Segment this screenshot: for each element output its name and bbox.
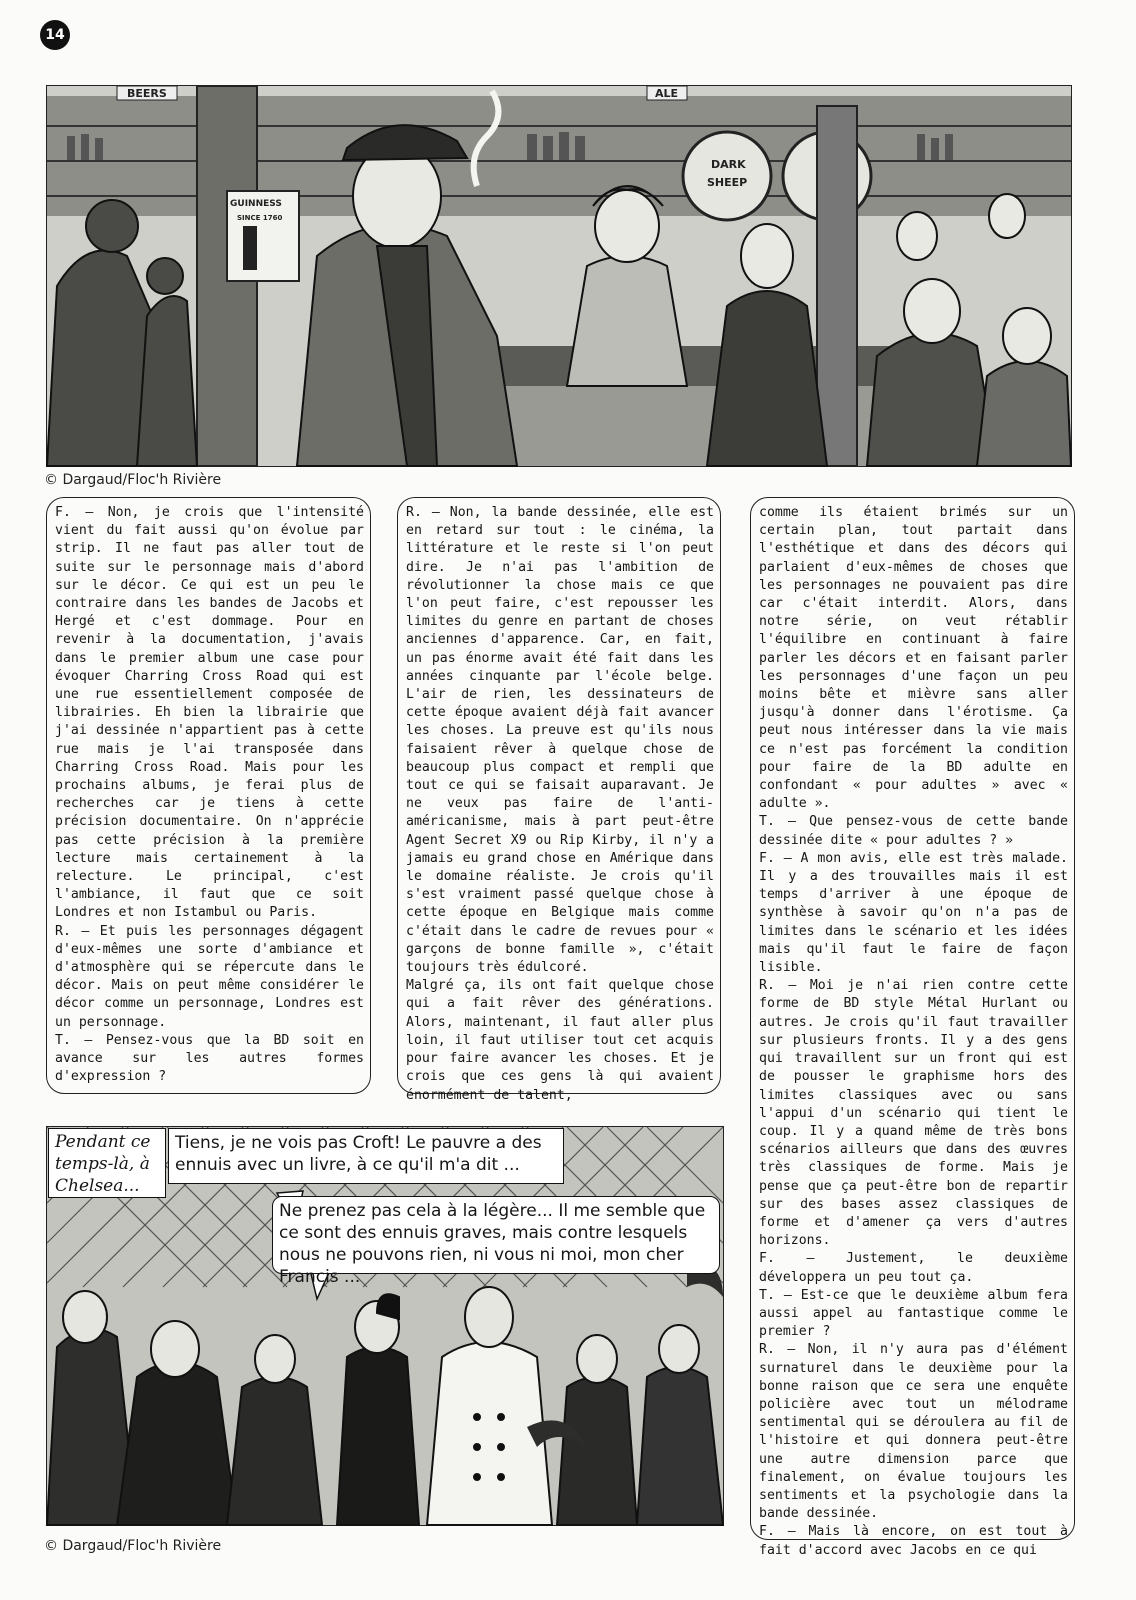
paragraph: F. — Mais là encore, on est tout à fait d'accord avec Jacobs en ce qui (759, 1524, 1068, 1558)
guinness-poster: GUINNESS (230, 199, 282, 209)
beers-sign: BEERS (127, 87, 167, 100)
pub-illustration (46, 85, 1072, 467)
image-credit-bottom: © Dargaud/Floc'h Rivière (44, 1538, 222, 1554)
paragraph: T. — Est-ce que le deuxième album fera aussi appel au fantastique comme le premier ? (759, 1287, 1068, 1340)
paragraph: R. — Et puis les personnages dégagent d'eux-mêmes une sorte d'ambiance et d'atmosphère qui se répercute dans le décor. Mais on peut même considérer le décor comme un personnage, Londres est un personnage. (55, 923, 364, 1030)
speech-bubble-1: Tiens, je ne vois pas Croft! Le pauvre a des ennuis avec un livre, à ce qu'il m'a dit ... (168, 1128, 564, 1184)
paragraph: F. — Non, je crois que l'intensité vient du fait aussi qu'on évolue par strip. Il ne faut pas aller tout de suite sur le personnage mais d'abord sur le décor. Ce qui est un peu le contraire dans les bandes de Jacobs et Hergé et c'est dommage. Pour en revenir à la documentation, j'avais dans le premier album une case pour évoquer Charring Cross Road qui est une rue essentiellement composée de librairies. Eh bien la librairie que j'ai dessinée n'appartient pas à cette rue mais je l'ai transposée dans Charring Cross Road. Mais pour les prochains albums, je ferai plus de recherches car je tiens à cette précision documentaire. On n'apprécie pas cette précision à la première lecture mais certainement à la relecture. Le principal, c'est l'ambiance, il faut que ce soit Londres et non Istambul ou Paris. (55, 505, 364, 921)
page-number: 14 (40, 20, 70, 50)
paragraph: R. — Moi je n'ai rien contre cette forme de BD style Métal Hurlant ou autres. Je crois qu'il faut travailler sur plusieurs fronts. Il y a des gens qui travaillent sur un front qui est de pousser le graphisme hors des limites classiques avec ou sans l'appui d'un scénario qui tient le coup. Il y a quand même de très bons scénarios ailleurs que dans des œuvres très classiques de forme. Mais je pense que ça peut-être bon de repartir sur des bases assez classiques de forme et d'amener ça vers d'autres horizons. (759, 978, 1068, 1249)
barrel-sign-dark: DARK (711, 158, 746, 171)
paragraph: Malgré ça, ils ont fait quelque chose qui a fait rêver des générations. Alors, maintenant, il faut aller plus loin, il faut utiliser tout cet acquis pour faire avancer les choses. Et je crois que ces gens là qui avaient énormément de talent, (406, 978, 714, 1103)
ale-sign: ALE (655, 87, 679, 100)
image-credit-top: © Dargaud/Floc'h Rivière (44, 472, 222, 488)
text-column-2 (397, 497, 721, 1103)
paragraph: F. — Justement, le deuxième développera un peu tout ça. (759, 1251, 1068, 1285)
paragraph: comme ils étaient brimés sur un certain plan, tout partait dans l'esthétique et dans des décors qui parlaient d'eux-mêmes de choses que les personnages ne pouvaient pas dire car c'était interdit. Alors, dans notre série, on veut rétablir l'équilibre en continuant à faire parler les décors et en faisant parler les personnages d'une façon un peu moins bête et mièvre sans aller jusqu'à donner dans l'érotisme. Ça peut nous intéresser dans la vie mais ce n'est pas forcément la condition pour faire de la BD adulte en confondant « pour adultes » avec « adulte ». (759, 505, 1068, 812)
speech-bubble-2: Ne prenez pas cela à la légère... Il me semble que ce sont des ennuis graves, mais contre lesquels nous ne pouvons rien, ni vous ni moi, mon cher Francis ... (272, 1196, 720, 1274)
paragraph: T. — Que pensez-vous de cette bande dessinée dite « pour adultes ? » (759, 814, 1068, 848)
text-column-3 (750, 497, 1075, 1558)
barrel-sign-sheep: SHEEP (707, 176, 748, 189)
text-column-1 (46, 497, 371, 1094)
panel-caption: Pendant ce temps-là, à Chelsea... (48, 1128, 166, 1198)
paragraph: R. — Non, la bande dessinée, elle est en retard sur tout : le cinéma, la littérature et le reste si l'on peut dire. Je n'ai pas l'ambition de révolutionner la chose mais ce que l'on peut faire, c'est repousser les limites du genre en partant de choses anciennes d'apparence. Car, en fait, un pas énorme avait été fait dans les années cinquante par l'école belge. L'air de rien, les dessinateurs de cette époque avaient déjà fait avancer les choses. La preuve est qu'ils nous faisaient rêver à quelque chose de beaucoup plus compact et rempli que tout ce qui se faisait auparavant. Je ne veux pas faire de l'anti-américanisme, mais à part peut-être Agent Secret X9 ou Rip Kirby, il n'y a jamais eu grand chose en Amérique dans le domaine réaliste. Je crois qu'il s'est vraiment passé quelque chose à cette époque en Belgique mais comme c'était dans le cadre de revues pour « garçons de bonne famille », c'était toujours très édulcoré. (406, 505, 714, 976)
paragraph: F. — A mon avis, elle est très malade. Il y a des trouvailles mais il est temps d'arriver à une époque de synthèse à savoir qu'on n'a pas de limites dans le scénario et les idées mais qu'il faut le faire de façon lisible. (759, 850, 1068, 976)
paragraph: R. — Non, il n'y aura pas d'élément surnaturel dans le deuxième pour la bonne raison que ce sera une enquête policière avec tout un mélodrame sentimental qui se déroulera au fil de l'histoire et qui donnera peut-être une autre dimension parce que finalement, on évalue toujours les sentiments et la psychologie dans la bande dessinée. (759, 1342, 1068, 1522)
guinness-poster-sub: SINCE 1760 (237, 214, 283, 222)
paragraph: T. — Pensez-vous que la BD soit en avance sur les autres formes d'expression ? (55, 1032, 364, 1085)
